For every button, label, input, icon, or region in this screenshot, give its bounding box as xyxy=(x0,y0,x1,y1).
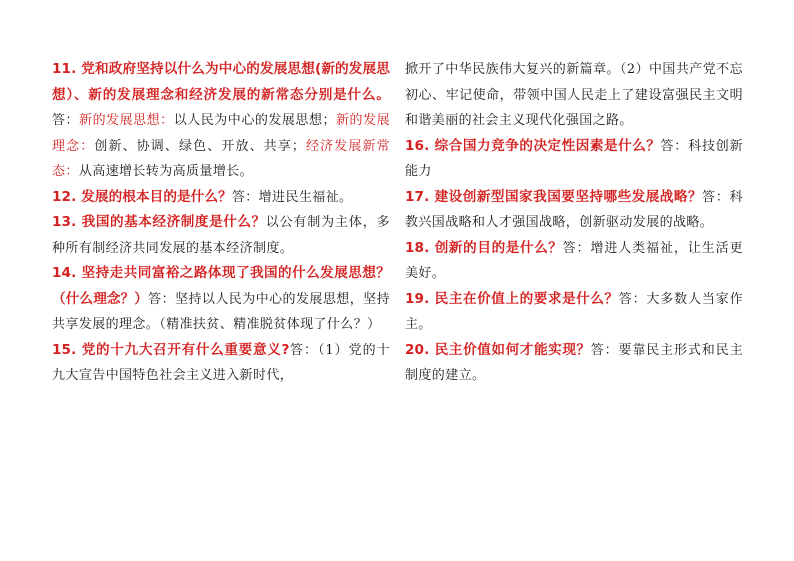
question-14 xyxy=(52,261,390,338)
answer-16: 答：科技创新能力 xyxy=(405,138,743,179)
question-17 xyxy=(405,185,743,236)
question-14-text: 14. 坚持走共同富裕之路体现了我国的什么发展思想？（什么理念？） xyxy=(52,265,390,307)
question-20-text: 20. 民主价值如何才能实现？ xyxy=(405,341,591,358)
answer-12: 答：增进民生福祉。 xyxy=(231,189,353,205)
answer-15-continued xyxy=(405,57,743,134)
question-18-text: 18. 创新的目的是什么？ xyxy=(405,239,563,256)
answer-14: 答：坚持以人民为中心的发展思想，坚持共享发展的理念。（精准扶贫、精准脱贫体现了什么？） xyxy=(52,291,391,332)
question-18 xyxy=(405,236,743,287)
question-16 xyxy=(405,134,743,185)
answer-value-concept: 创新、协调、绿色、开放、共享； xyxy=(94,138,306,154)
question-19 xyxy=(405,287,743,338)
answer-value-thought: 以人民为中心的发展思想； xyxy=(173,113,336,128)
answer-20: 答：要靠民主形式和民主制度的建立。 xyxy=(405,342,743,383)
question-20 xyxy=(405,338,743,389)
answer-15-continued-text: 掀开了中华民族伟大复兴的新篇章。（2）中国共产党不忘初心、牢记使命，带领中国人民走上了建设富强民主文明和谐美丽的社会主义现代化强国之路。 xyxy=(405,62,743,128)
question-13-text: 13. 我国的基本经济制度是什么？ xyxy=(52,214,266,230)
left-column xyxy=(52,57,390,389)
question-15 xyxy=(52,338,390,389)
question-17-text: 17. 建设创新型国家我国要坚持哪些发展战略？ xyxy=(405,188,703,205)
answer-key-concept: 新的发展理念： xyxy=(52,113,390,154)
question-12 xyxy=(52,185,390,211)
answer-key-thought: 新的发展思想： xyxy=(79,113,174,128)
answer-value-normal: 从高速增长转为高质量增长。 xyxy=(78,164,254,179)
question-11 xyxy=(52,57,390,185)
answer-prefix: 答： xyxy=(52,113,80,128)
answer-15: 答：（1）党的十九大宣告中国特色社会主义进入新时代， xyxy=(52,342,390,383)
answer-13: 以公有制为主体，多种所有制经济共同发展的基本经济制度。 xyxy=(52,215,390,256)
answer-19: 答：大多数人当家作主。 xyxy=(405,291,743,332)
question-16-text: 16. 综合国力竞争的决定性因素是什么？ xyxy=(405,137,661,154)
question-12-text: 12. 发展的根本目的是什么？ xyxy=(52,188,232,205)
question-11-text: 11. 党和政府坚持以什么为中心的发展思想(新的发展思想）、新的发展理念和经济发展的新常态分别是什么。 xyxy=(52,61,390,103)
question-19-text: 19. 民主在价值上的要求是什么？ xyxy=(405,290,619,307)
right-column xyxy=(405,57,743,389)
question-13 xyxy=(52,210,390,261)
answer-17: 答：科教兴国战略和人才强国战略，创新驱动发展的战略。 xyxy=(405,189,743,230)
answer-18: 答：增进人类福祉，让生活更美好。 xyxy=(405,240,743,281)
question-15-text: 15. 党的十九大召开有什么重要意义? xyxy=(52,341,290,358)
answer-key-normal: 经济发展新常态： xyxy=(52,138,390,179)
